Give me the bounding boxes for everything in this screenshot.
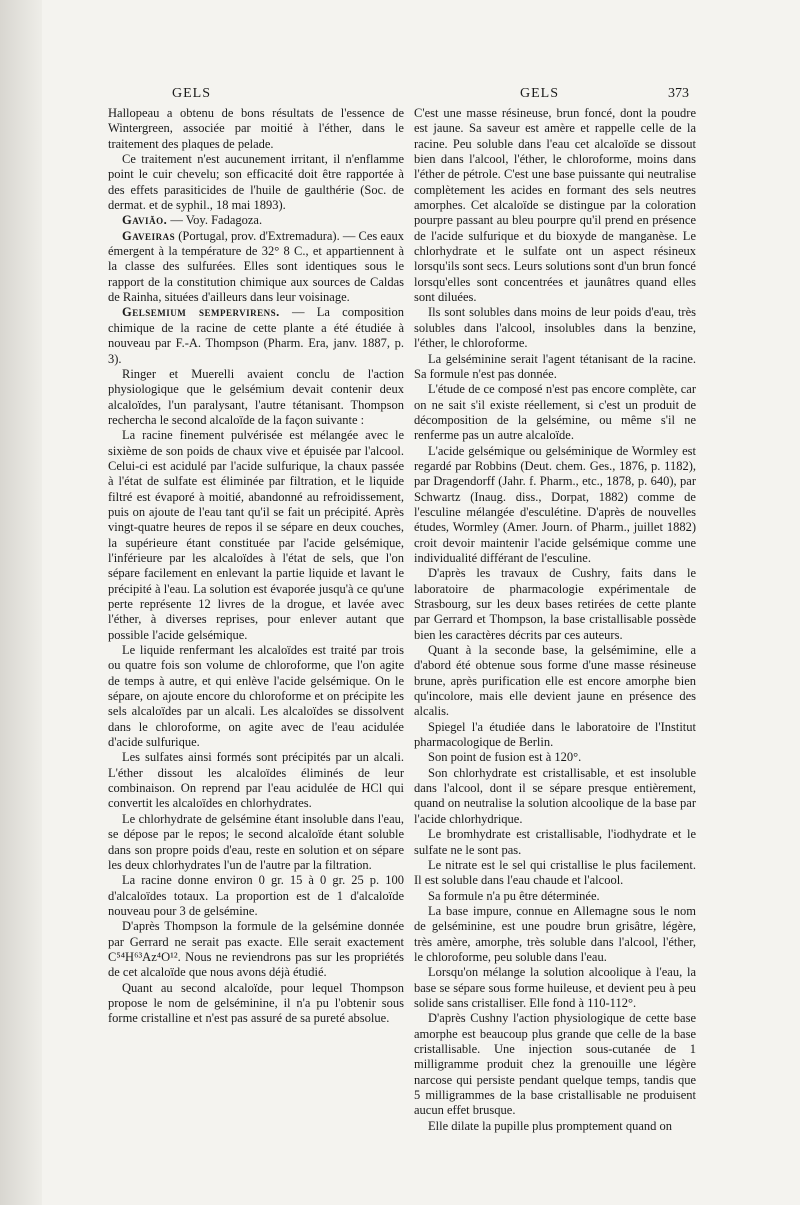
paragraph [108, 106, 404, 152]
paragraph-text: La racine finement pulvérisée est mélangée avec le sixième de son poids de chaux vive et épuisée par l'alcool. Celui-ci est acidulé par l'acide sulfurique, la chaux passée à l'état de sulfate est éliminée par filtration, et le liquide filtré est évaporé à moitié, abandonné au refroidissement, puis on ajoute de l'eau tant qu'il se fait un précipité. Après vingt-quatre heures de repos il se sépare en deux couches, la supérieure étant constituée par l'acide gelsémique, l'inférieure par les alcaloïdes à l'état de sels, que l'on sépare facilement en enlevant la partie liquide et lavant le précipité à l'eau. La solution est évaporée jusqu'à ce qu'une perte représente 12 livres de la drogue, et lavée avec l'éther, à diverses reprises, pour enlever autant que possible l'acide gelsémique. [108, 428, 404, 642]
paragraph [108, 229, 404, 306]
entry-heading: Gavião. [122, 213, 168, 228]
paragraph [414, 444, 696, 567]
paragraph [414, 889, 696, 904]
paragraph [414, 766, 696, 827]
page-gutter-shadow [0, 0, 42, 1205]
paragraph-text: Hallopeau a obtenu de bons résultats de l'essence de Wintergreen, associée par moitié à l'éther, dans le traitement des plaques de pelade. [108, 106, 404, 151]
paragraph-text: L'acide gelsémique ou gelséminique de Wormley est regardé par Robbins (Deut. chem. Ges., 1876, p. 1182), par Dragendorff (Jahr. f. Pharm., etc., 1878, p. 640), par Schwartz (Inaug. diss., Dorpat, 1882) comme de l'esculine mélangée d'esculétine. D'après de nouvelles études, Wormley (Amer. Journ. of Pharm., juillet 1882) croit devoir maintenir l'acide gelsémique comme une individualité différant de l'esculine. [414, 443, 696, 565]
paragraph-text: (Portugal, prov. d'Extremadura). — Ces eaux émergent à la température de 32° 8 C., et appartiennent à la classe des sulfurées. Elles sont identiques sous le rapport de la constitution chimique aux sources de Caldas de Rainha, situées d'ailleurs dans leur voisinage. [108, 228, 404, 305]
paragraph [414, 1011, 696, 1118]
paragraph-text: Ils sont solubles dans moins de leur poids d'eau, très solubles dans l'alcool, insolubles dans la benzine, l'éther, le chloroforme. [414, 305, 696, 351]
paragraph [108, 213, 404, 228]
paragraph-text: Son point de fusion est à 120°. [428, 750, 582, 765]
paragraph-text: Son chlorhydrate est cristallisable, et est insoluble dans l'alcool, dont il se sépare presque entièrement, quand on neutralise la solution alcoolique de la base par l'acide chlorhydrique. [414, 765, 696, 826]
paragraph-text: Le chlorhydrate de gelsémine étant insoluble dans l'eau, se dépose par le repos; le second alcaloïde étant soluble dans son propre poids d'eau, reste en solution et on sépare les deux chlorhydrates l'un de l'autre par la filtration. [108, 811, 404, 872]
right-text-column [414, 106, 696, 1134]
paragraph-text: Le bromhydrate est cristallisable, l'iodhydrate et le sulfate ne le sont pas. [414, 827, 696, 857]
paragraph-text: Sa formule n'a pu être déterminée. [428, 888, 600, 903]
paragraph [108, 919, 404, 980]
paragraph [108, 428, 404, 643]
right-running-head: GELS [520, 86, 559, 101]
left-text-column [108, 106, 404, 1027]
paragraph-text: Les sulfates ainsi formés sont précipités par un alcali. L'éther dissout les alcaloïdes éliminés de leur combinaison. On reprend par l'eau acidulée de HCl qui convertit les alcaloïdes en chlorhydrates. [108, 750, 404, 811]
paragraph [414, 750, 696, 765]
paragraph [414, 382, 696, 443]
paragraph-text: Ringer et Muerelli avaient conclu de l'action physiologique que le gelsémium devait contenir deux alcaloïdes, l'un paralysant, l'autre tétanisant. Thompson rechercha le second alcaloïde de la façon suivante : [108, 366, 404, 427]
paragraph [414, 305, 696, 351]
paragraph [414, 720, 696, 751]
paragraph-text: La racine donne environ 0 gr. 15 à 0 gr. 25 p. 100 d'alcaloïdes totaux. La proportion est de 1 d'alcaloïde nouveau pour 3 de gelsémine. [108, 873, 404, 918]
paragraph [414, 1119, 696, 1134]
paragraph [414, 643, 696, 720]
paragraph [108, 367, 404, 428]
paragraph [414, 352, 696, 383]
paragraph-text: Quant au second alcaloïde, pour lequel Thompson propose le nom de gelséminine, il n'a pu l'obtenir sous forme cristalline et n'est pas assuré de sa pureté absolue. [108, 980, 404, 1026]
paragraph [108, 305, 404, 366]
paragraph-text: Elle dilate la pupille plus promptement quand on [428, 1118, 673, 1133]
paragraph-text: La base impure, connue en Allemagne sous le nom de gelséminine, est une poudre brun grisâtre, légère, très amère, amorphe, très soluble dans l'alcool, l'éther, le chloroforme, peu soluble dans l'eau. [414, 903, 696, 964]
paragraph [108, 981, 404, 1027]
paragraph-text: Le nitrate est le sel qui cristallise le plus facilement. Il est soluble dans l'eau chaude et l'alcool. [414, 857, 696, 888]
paragraph-text: D'après les travaux de Cushry, faits dans le laboratoire de pharmacologie expérimentale de Strasbourg, sur les deux bases retirées de cette plante par Gerrard et Thompson, la base cristallisable possède bien les caractères décrits par ces auteurs. [414, 566, 696, 642]
paragraph-text: Spiegel l'a étudiée dans le laboratoire de l'Institut pharmacologique de Berlin. [414, 719, 696, 750]
paragraph-text: D'après Thompson la formule de la gelsémine donnée par Gerrard ne serait pas exacte. Elle serait exactement C⁵⁴H⁶³Az⁴O¹². Nous ne reviendrons pas sur les propriétés de cet alcaloïde que nous avons déjà étudié. [108, 919, 404, 980]
paragraph-text: — Voy. Fadagoza. [167, 213, 263, 228]
paragraph [108, 152, 404, 213]
paragraph-text: La gelséminine serait l'agent tétanisant de la racine. Sa formule n'est pas donnée. [414, 351, 696, 381]
entry-heading: Gelsemium sempervirens. [122, 305, 280, 320]
paragraph [108, 873, 404, 919]
paragraph [108, 643, 404, 750]
paragraph-text: Quant à la seconde base, la gelsémimine, elle a d'abord été obtenue sous forme d'une masse résineuse brune, après purification elle est encore amorphe bien qu'incolore, mais elle devient jaune en présence des alcalis. [414, 643, 696, 719]
paragraph-text: Ce traitement n'est aucunement irritant, il n'enflamme point le cuir chevelu; son efficacité doit être rapportée à des effets parasiticides de l'huile de gaulthérie (Soc. de dermat. et de syphil., 18 mai 1893). [108, 152, 404, 213]
paragraph [414, 566, 696, 643]
paragraph-text: C'est une masse résineuse, brun foncé, dont la poudre est jaune. Sa saveur est amère et rappelle celle de la racine. Peu soluble dans l'eau cet alcaloïde se dissout bien dans l'alcool, l'éther, le chloroforme, moins dans l'éther de pétrole. C'est une base puissante qui neutralise complètement les acides en formant des sels neutres amorphes. Cet alcaloïde se distingue par la coloration pourpre passant au bleu pourpre qu'il prend en présence de l'acide sulfurique et du bioxyde de manganèse. Le chlorhydrate et le sulfate ont un aspect résineux lorsqu'ils sont secs. Leurs solutions sont d'un brun foncé lorsqu'elles sont concentrées et jaunâtres quand elles sont diluées. [414, 106, 696, 305]
paragraph [108, 750, 404, 811]
paragraph-text: D'après Cushny l'action physiologique de cette base amorphe est beaucoup plus grande que celle de la base cristallisable. Une injection sous-cutanée de 1 milligramme produit chez la grenouille une légère narcose qui persiste pendant quelque temps, tandis que 5 milligrammes de la base cristallisable ne produisent aucun effet brusque. [414, 1011, 696, 1118]
paragraph [414, 858, 696, 889]
paragraph [414, 106, 696, 305]
page-number: 373 [668, 86, 689, 101]
paragraph-text: L'étude de ce composé n'est pas encore complète, car on ne sait s'il existe réellement, si c'est un produit de décomposition de la gelsémine, ou même s'il ne renferme pas un autre alcaloïde. [414, 382, 696, 443]
paragraph-text: — La composition chimique de la racine de cette plante a été étudiée à nouveau par F.-A. Thompson (Pharm. Era, janv. 1887, p. 3). [108, 305, 404, 366]
paragraph [414, 827, 696, 858]
paragraph [108, 812, 404, 873]
entry-heading: Gaveiras [122, 228, 176, 243]
paragraph-text: Lorsqu'on mélange la solution alcoolique à l'eau, la base se sépare sous forme huileuse, et devient peu à peu solide sans cristalliser. Elle fond à 110-112°. [414, 965, 696, 1010]
paragraph [414, 904, 696, 965]
left-running-head: GELS [172, 86, 211, 101]
paragraph-text: Le liquide renfermant les alcaloïdes est traité par trois ou quatre fois son volume de chloroforme, que l'on agite de temps à autre, et qui enlève l'acide gelsémique. On le sépare, on ajoute encore du chloroforme et on précipite les sels alcaloïdes par un alcali. Les alcaloïdes se dissolvent dans le chloroforme, on agite avec de l'eau acidulée d'acide sulfurique. [108, 643, 404, 750]
paragraph [414, 965, 696, 1011]
